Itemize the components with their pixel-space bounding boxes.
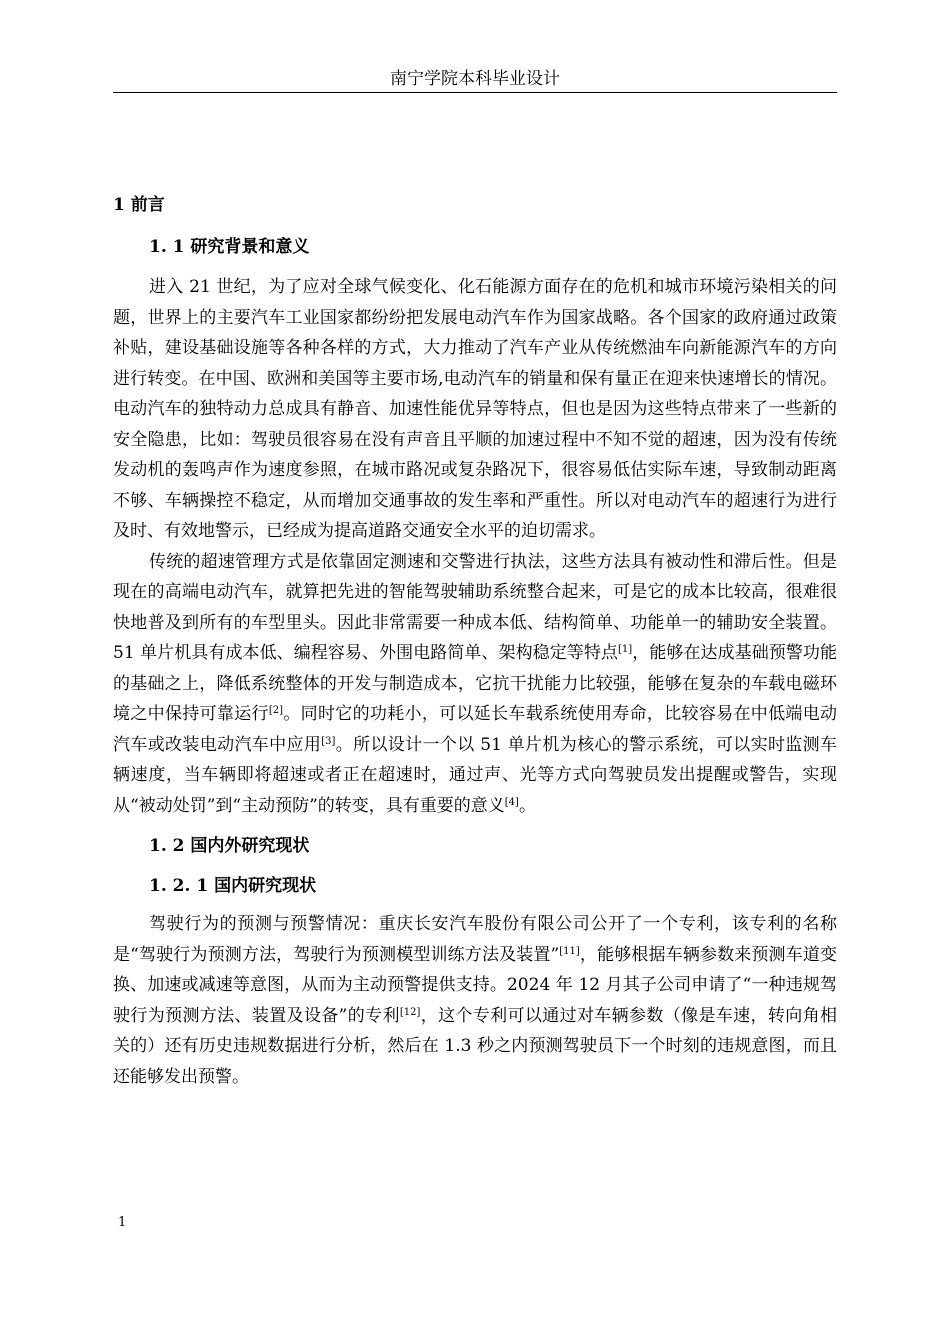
citation-12: [12]: [399, 1006, 421, 1018]
citation-4: [4]: [504, 796, 519, 808]
section-heading-1: 1 前言: [113, 195, 165, 215]
paragraph-2-text-3: 。同时它的功耗小，可以延长车载系统使用寿命，比较容易在中低端电动汽车或改装电动汽车中应用: [113, 704, 838, 755]
page-number: 1: [118, 1215, 127, 1230]
paragraph-2-text-2: ，能够在达成基础预警功能的基础之上，降低系统整体的开发与制造成本，它抗干扰能力比较强，能够在复杂的车载电磁环境之中保持可靠运行: [113, 643, 838, 724]
citation-1: [1]: [618, 644, 633, 655]
paragraph-3: [113, 909, 837, 1092]
page-header: 南宁学院本科毕业设计: [390, 69, 560, 89]
paragraph-2-text-1: 传统的超速管理方式是依靠固定测速和交警进行执法，这些方法具有被动性和滞后性。但是现在的高端电动汽车，就算把先进的智能驾驶辅助系统整合起来，可是它的成本比较高，很难很快地普及到所有的车型里头。因此非常需要一种成本低、结构简单、功能单一的辅助安全装置。51 单片机具有成本低、编程容易、外围电路简单、架构稳定等特点: [113, 551, 837, 663]
paragraph-2: [113, 547, 837, 822]
paragraph-1: 进入 21 世纪，为了应对全球气候变化、化石能源方面存在的危机和城市环境污染相关的问题，世界上的主要汽车工业国家都纷纷把发展电动汽车作为国家战略。各个国家的政府通过政策补贴，建设基础设施等各种各样的方式，大力推动了汽车产业从传统燃油车向新能源汽车的方向进行转变。在中国、欧洲和美国等主要市场,电动汽车的销量和保有量正在迎来快速增长的情况。电动汽车的独特动力总成具有静音、加速性能优异等特点，但也是因为这些特点带来了一些新的安全隐患，比如：驾驶员很容易在没有声音且平顺的加速过程中不知不觉的超速，因为没有传统发动机的轰鸣声作为速度参照，在城市路况或复杂路况下，很容易低估实际车速，导致制动距离不够、车辆操控不稳定，从而增加交通事故的发生率和严重性。所以对电动汽车的超速行为进行及时、有效地警示，已经成为提高道路交通安全水平的迫切需求。: [113, 277, 837, 541]
citation-11: [11]: [559, 945, 580, 957]
citation-3: [3]: [321, 735, 336, 747]
page-content: [113, 190, 837, 1092]
header-rule: [113, 92, 837, 93]
paragraph-3-text-1: 驾驶行为的预测与预警情况：重庆长安汽车股份有限公司公开了一个专利，该专利的名称是“驾驶行为预测方法，驾驶行为预测模型训练方法及装置”: [113, 914, 837, 965]
paragraph-2-text-5: 。: [518, 795, 536, 816]
section-heading-1-2: 1. 2 国内外研究现状: [149, 836, 310, 856]
spacer: [113, 821, 837, 831]
paragraph-2-text-4: 。所以设计一个以 51 单片机为核心的警示系统，可以实时监测车辆速度，当车辆即将超速或者正在超速时，通过声、光等方式向驾驶员发出提醒或警告，实现从“被动处罚”到“主动预防”的转变，具有重要的意义: [113, 734, 837, 816]
section-heading-1-1: 1. 1 研究背景和意义: [149, 237, 310, 257]
citation-2: [2]: [268, 705, 283, 716]
paragraph-3-text-2: ，能够根据车辆参数来预测车道变换、加速或减速等意图，从而为主动预警提供支持。2024 年 12 月其子公司申请了“一种违规驾驶行为预测方法、装置及设备”的专利: [113, 944, 838, 1026]
section-heading-1-2-1: 1. 2. 1 国内研究现状: [149, 876, 317, 896]
paragraph-3-text-3: ，这个专利可以通过对车辆参数（像是车速，转向角相关的）还有历史违规数据进行分析，然后在 1.3 秒之内预测驾驶员下一个时刻的违规意图，而且还能够发出预警。: [113, 1005, 837, 1087]
